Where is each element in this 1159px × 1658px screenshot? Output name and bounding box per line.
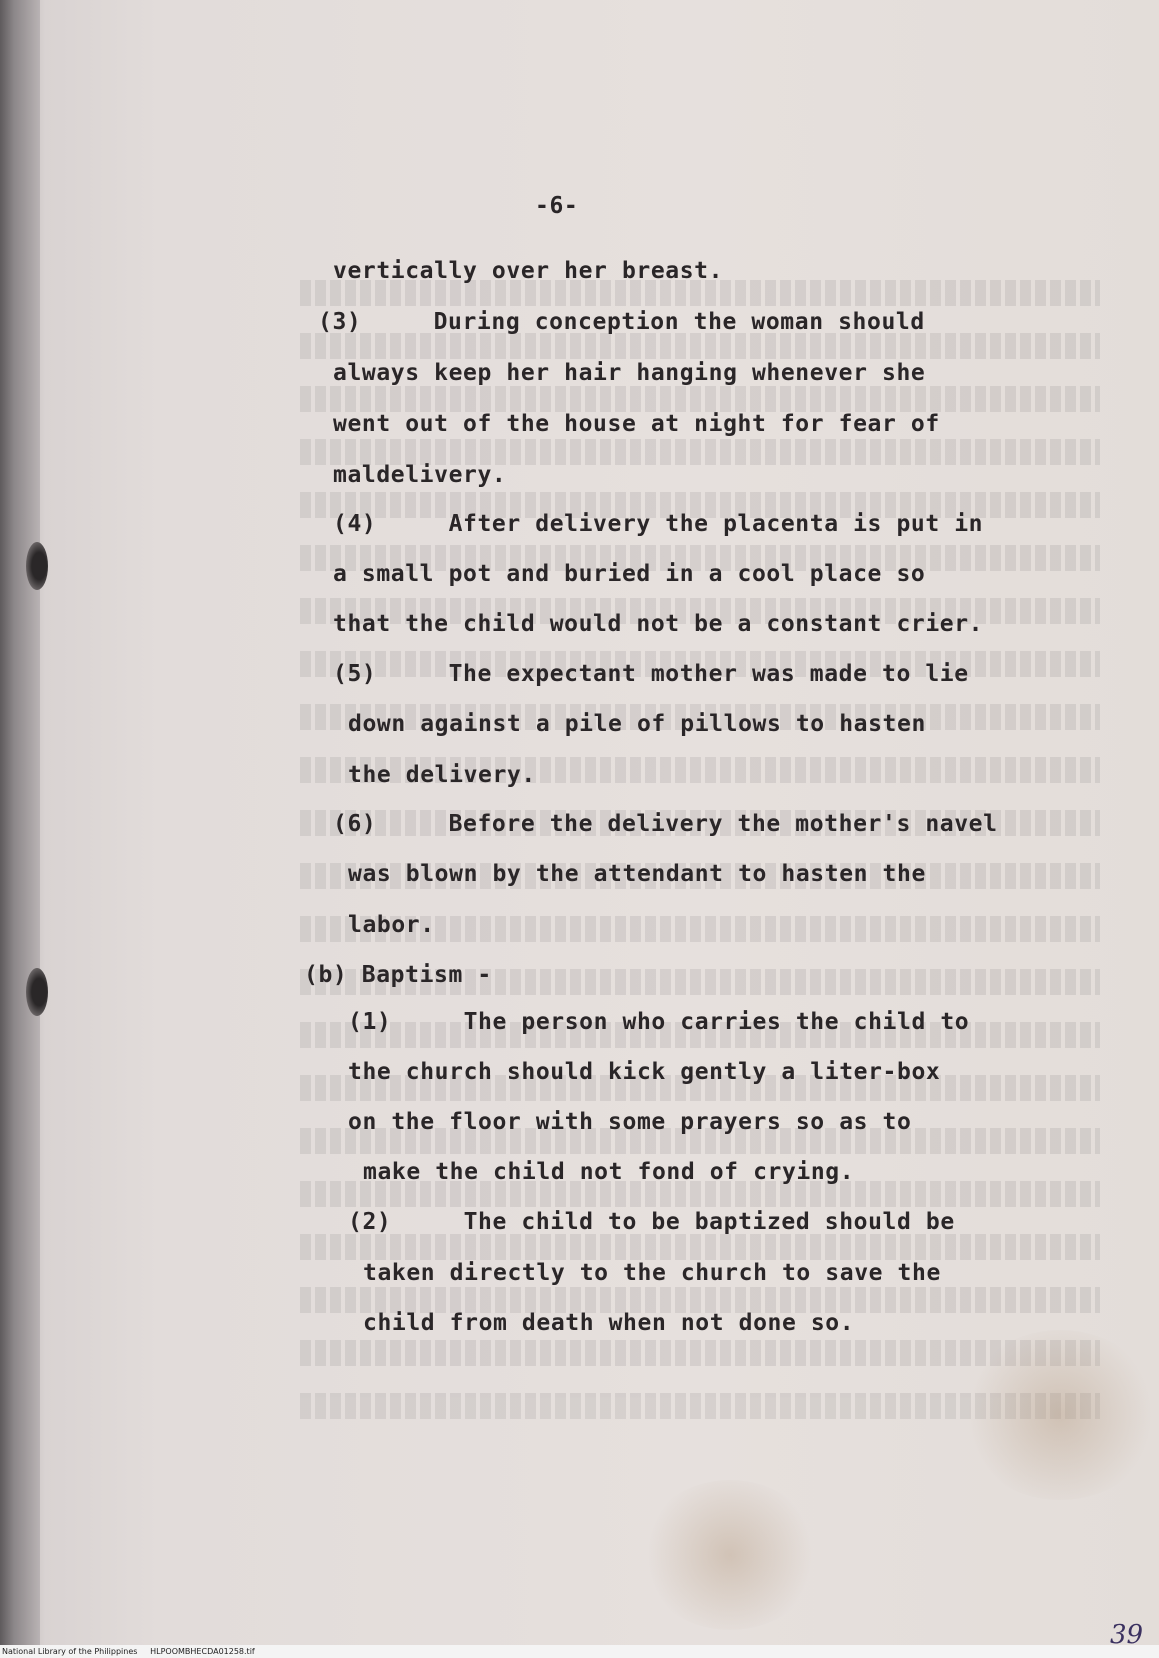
stain: [960, 1330, 1159, 1500]
text-line: maldelivery.: [333, 462, 507, 488]
text-line: (2) The child to be baptized should be: [348, 1209, 955, 1235]
text-line: labor.: [348, 912, 435, 938]
scan-footer: National Library of the Philippines HLPOOMBHECDA01258.tif: [0, 1645, 1159, 1658]
text-line: on the floor with some prayers so as to: [348, 1109, 912, 1135]
text-line: always keep her hair hanging whenever she: [333, 360, 926, 386]
text-line: the delivery.: [348, 762, 536, 788]
text-line: (5) The expectant mother was made to lie: [333, 661, 969, 687]
stain: [640, 1480, 820, 1630]
punch-hole: [26, 542, 48, 590]
text-line: child from death when not done so.: [363, 1310, 855, 1336]
text-line: went out of the house at night for fear of: [333, 411, 940, 437]
text-line: vertically over her breast.: [333, 258, 724, 284]
handwritten-folio-number: 39: [1110, 1620, 1144, 1645]
text-line: was blown by the attendant to hasten the: [348, 861, 926, 887]
text-line: taken directly to the church to save the: [363, 1260, 941, 1286]
section-heading: (b) Baptism -: [304, 962, 492, 988]
binding-edge: [0, 0, 40, 1645]
text-line: (1) The person who carries the child to: [348, 1009, 970, 1035]
text-line: (6) Before the delivery the mother's navel: [333, 811, 998, 837]
text-line: down against a pile of pillows to hasten: [348, 711, 926, 737]
text-line: the church should kick gently a liter-box: [348, 1059, 941, 1085]
text-line: (4) After delivery the placenta is put in: [333, 511, 984, 537]
text-line: make the child not fond of crying.: [363, 1159, 855, 1185]
page-number: -6-: [535, 193, 579, 219]
text-line: that the child would not be a constant crier.: [333, 611, 984, 637]
text-line: (3) During conception the woman should: [318, 309, 925, 335]
text-line: a small pot and buried in a cool place so: [333, 561, 926, 587]
punch-hole: [26, 968, 48, 1016]
